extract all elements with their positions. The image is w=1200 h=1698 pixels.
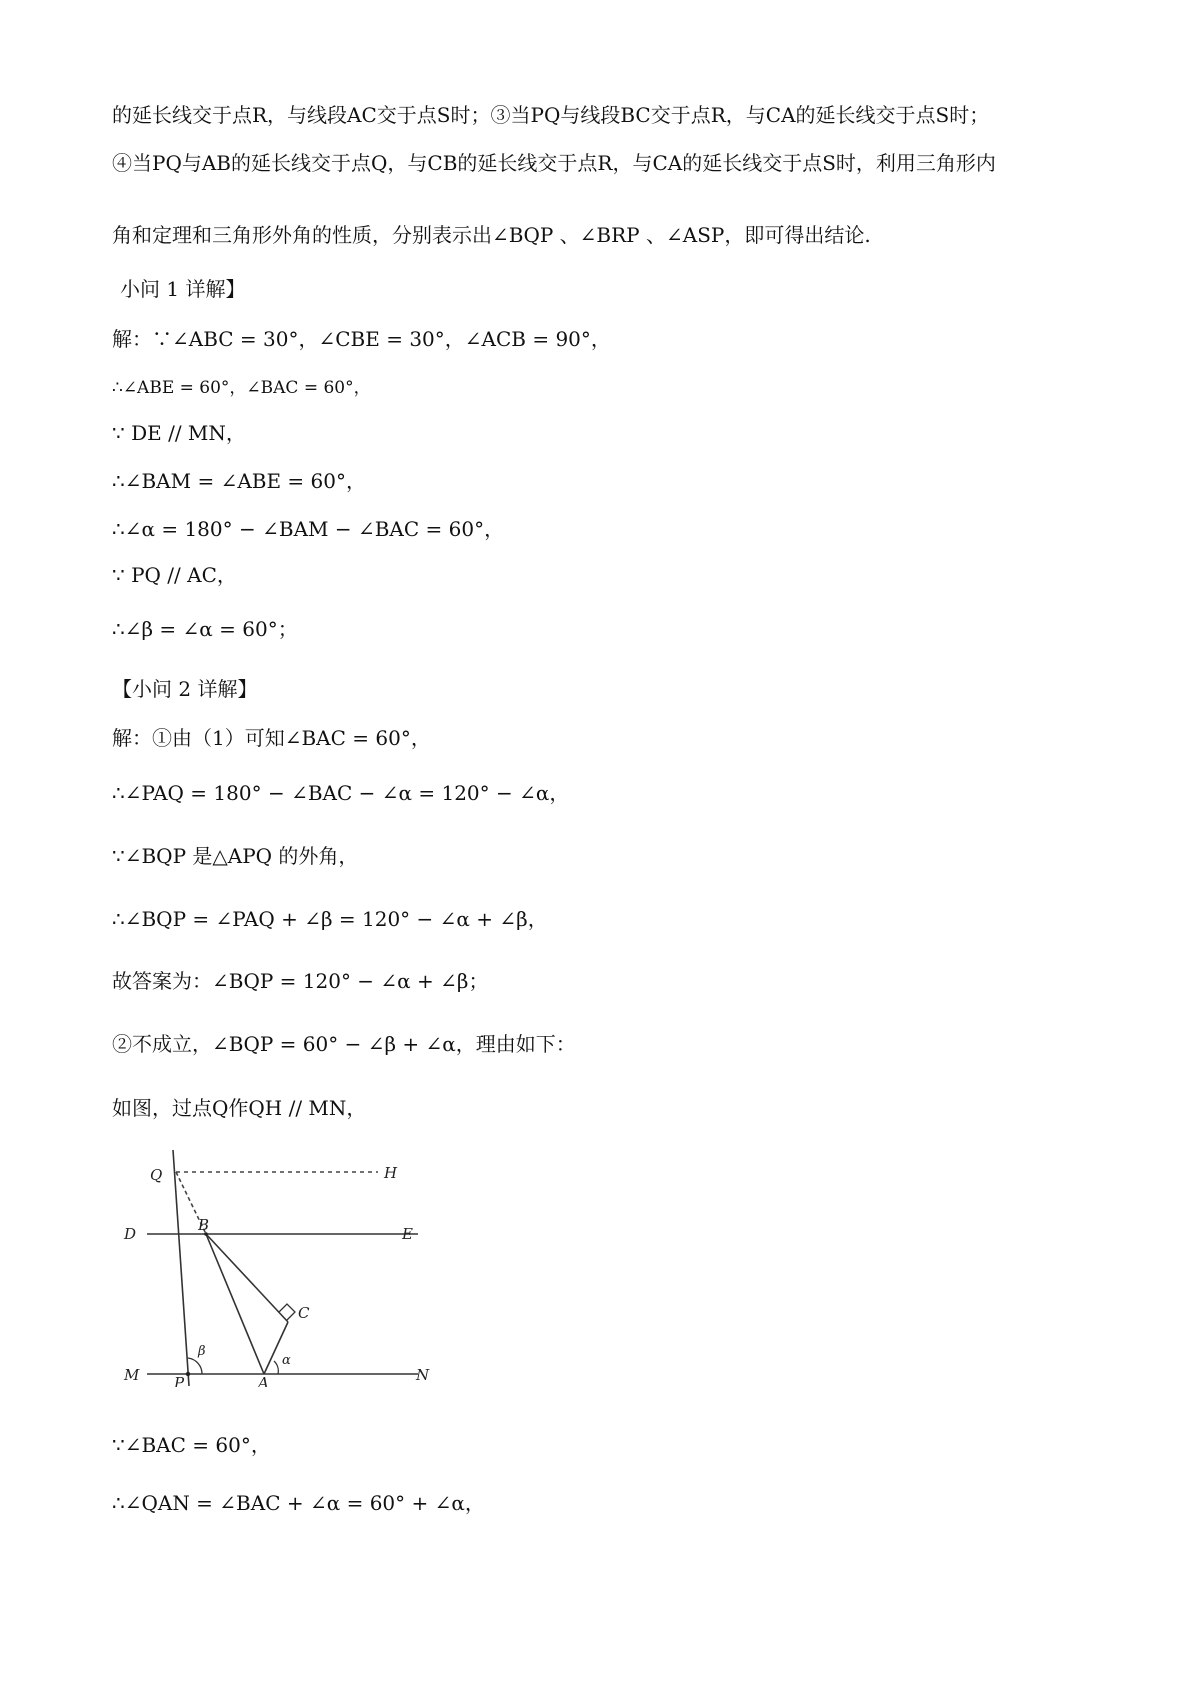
line-bc bbox=[206, 1234, 288, 1322]
angle-alpha-arc bbox=[274, 1361, 278, 1374]
section-heading-1: 小问 1 详解】 bbox=[120, 277, 246, 301]
label-n: N bbox=[416, 1366, 430, 1384]
text-line-3: 角和定理和三角形外角的性质，分别表示出∠BQP 、∠BRP 、∠ASP，即可得出结论. bbox=[112, 223, 871, 247]
label-c: C bbox=[298, 1304, 310, 1322]
label-b: B bbox=[198, 1216, 210, 1234]
section-heading-2: 【小问 2 详解】 bbox=[112, 677, 258, 701]
line-pq bbox=[173, 1150, 189, 1386]
point-p-dot bbox=[186, 1372, 190, 1376]
answer-line: 故答案为：∠BQP = 120° − ∠α + ∠β； bbox=[112, 969, 489, 993]
construction-line: 如图，过点Q作QH // MN， bbox=[112, 1096, 367, 1120]
solution2-line-3: ∵∠BQP 是△APQ 的外角， bbox=[112, 844, 359, 868]
solution2-line-1: 解：①由（1）可知∠BAC = 60°， bbox=[112, 726, 431, 750]
solution-line-3: ∵ DE // MN， bbox=[112, 421, 246, 445]
label-q: Q bbox=[150, 1166, 163, 1184]
final-line-1: ∵∠BAC = 60°， bbox=[112, 1433, 271, 1457]
final-line-2: ∴∠QAN = ∠BAC + ∠α = 60° + ∠α， bbox=[112, 1491, 485, 1515]
text-line-1: 的延长线交于点R，与线段AC交于点S时；③当PQ与线段BC交于点R，与CA的延长线交于点S时； bbox=[112, 103, 990, 127]
solution-line-7: ∴∠β = ∠α = 60°； bbox=[112, 617, 298, 641]
line-ba bbox=[206, 1234, 264, 1374]
solution2-line-4: ∴∠BQP = ∠PAQ + ∠β = 120° − ∠α + ∠β， bbox=[112, 907, 548, 931]
label-d: D bbox=[124, 1225, 137, 1243]
solution-line-2: ∴∠ABE = 60°，∠BAC = 60°， bbox=[112, 378, 371, 398]
solution-line-4: ∴∠BAM = ∠ABE = 60°， bbox=[112, 469, 366, 493]
label-a: A bbox=[258, 1374, 269, 1387]
label-beta: β bbox=[198, 1344, 206, 1359]
solution2-line-2: ∴∠PAQ = 180° − ∠BAC − ∠α = 120° − ∠α， bbox=[112, 781, 570, 805]
label-m: M bbox=[124, 1366, 140, 1384]
solution-line-6: ∵ PQ // AC， bbox=[112, 563, 237, 587]
text-line-2: ④当PQ与AB的延长线交于点Q，与CB的延长线交于点R，与CA的延长线交于点S时，利用三角形内 bbox=[112, 151, 996, 175]
geometry-figure bbox=[122, 1142, 442, 1387]
label-h: H bbox=[384, 1164, 398, 1182]
label-e: E bbox=[402, 1225, 413, 1243]
right-angle-mark bbox=[279, 1304, 295, 1320]
angle-beta-arc bbox=[188, 1358, 202, 1374]
part2-claim-line: ②不成立，∠BQP = 60° − ∠β + ∠α，理由如下： bbox=[112, 1032, 576, 1056]
label-alpha: α bbox=[282, 1353, 291, 1368]
solution-line-1: 解：∵∠ABC = 30°，∠CBE = 30°，∠ACB = 90°， bbox=[112, 327, 611, 351]
label-p: P bbox=[174, 1374, 185, 1387]
solution-line-5: ∴∠α = 180° − ∠BAM − ∠BAC = 60°， bbox=[112, 517, 505, 541]
